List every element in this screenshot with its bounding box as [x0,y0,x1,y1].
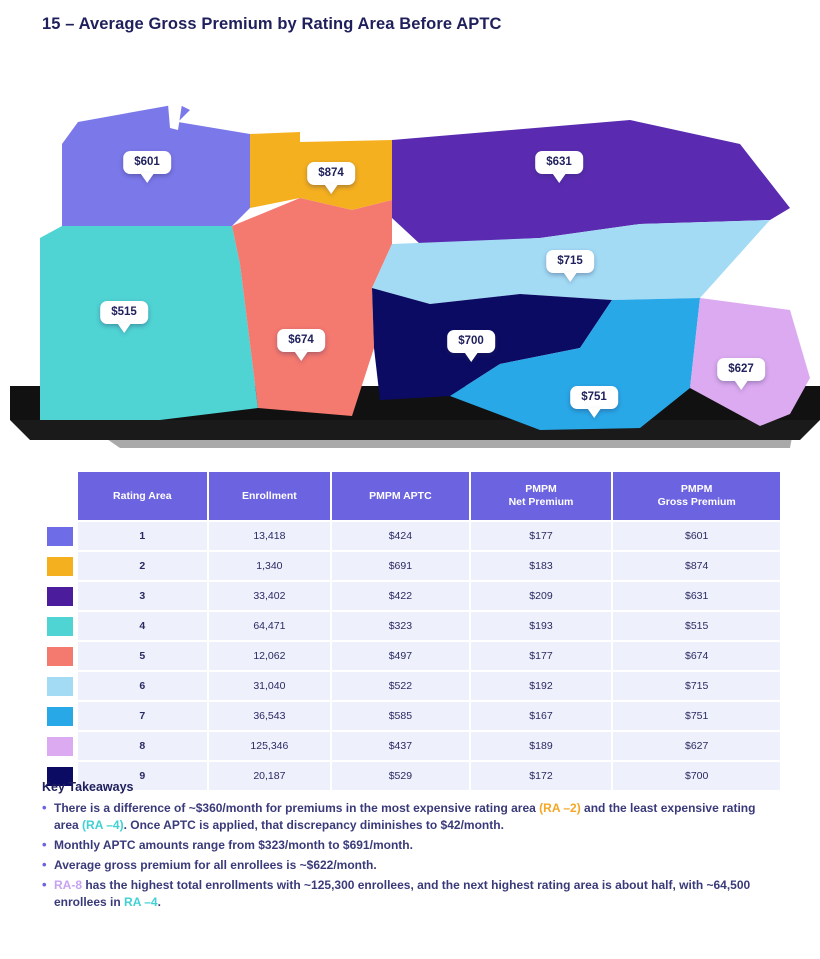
table-header-pmpm-net-premium: PMPM Net Premium [471,472,612,520]
cell-enrollment: 33,402 [209,582,330,610]
takeaway-text: RA –4 [124,895,158,910]
takeaway-text: (RA –4) [82,818,124,833]
map-pin-ra9: $700 [447,330,495,353]
cell-pmpm-aptc: $422 [332,582,469,610]
cell-rating-area: 6 [78,672,207,700]
map-pin-ra4: $515 [100,301,148,324]
cell-pmpm-gross-premium: $601 [613,522,780,550]
cell-pmpm-aptc: $497 [332,642,469,670]
cell-enrollment: 20,187 [209,762,330,790]
cell-pmpm-net-premium: $177 [471,642,612,670]
cell-pmpm-gross-premium: $631 [613,582,780,610]
swatch [47,737,73,756]
rating-area-color-swatch [44,702,76,730]
swatch [47,707,73,726]
cell-pmpm-aptc: $529 [332,762,469,790]
cell-pmpm-net-premium: $189 [471,732,612,760]
cell-pmpm-net-premium: $192 [471,672,612,700]
takeaway-text: Average gross premium for all enrollees is ~$622/month. [54,858,377,873]
swatch [47,677,73,696]
rating-area-color-swatch [44,612,76,640]
table-header-row [44,472,780,520]
cell-rating-area: 4 [78,612,207,640]
map-region-ra5 [232,198,392,416]
map-pin-ra6: $715 [546,250,594,273]
table-header-pmpm-aptc: PMPM APTC [332,472,469,520]
cell-pmpm-aptc: $522 [332,672,469,700]
rating-area-color-swatch [44,642,76,670]
cell-enrollment: 125,346 [209,732,330,760]
cell-pmpm-gross-premium: $715 [613,672,780,700]
key-takeaway-item [42,800,780,834]
cell-pmpm-net-premium: $167 [471,702,612,730]
swatch [47,527,73,546]
map-container [0,48,820,456]
swatch [47,617,73,636]
table-header-enrollment: Enrollment [209,472,330,520]
key-takeaways-list [42,800,780,911]
cell-rating-area: 8 [78,732,207,760]
cell-pmpm-net-premium: $172 [471,762,612,790]
map-pin-ra7: $751 [570,386,618,409]
cell-pmpm-gross-premium: $515 [613,612,780,640]
key-takeaways-heading: Key Takeaways [42,780,134,794]
cell-pmpm-aptc: $437 [332,732,469,760]
takeaway-text: . Once APTC is applied, that discrepancy diminishes to $42/month. [123,818,504,833]
cell-enrollment: 31,040 [209,672,330,700]
cell-rating-area: 5 [78,642,207,670]
cell-rating-area: 2 [78,552,207,580]
cell-pmpm-gross-premium: $751 [613,702,780,730]
rating-area-table [42,470,782,792]
table-row [44,522,780,550]
map-pin-ra3: $631 [535,151,583,174]
pennsylvania-rating-area-map [0,48,820,456]
cell-pmpm-net-premium: $183 [471,552,612,580]
table-row [44,582,780,610]
key-takeaway-item [42,877,780,911]
map-pin-ra1: $601 [123,151,171,174]
map-pin-ra8: $627 [717,358,765,381]
table-header-rating-area: Rating Area [78,472,207,520]
table-row [44,702,780,730]
table-header-swatch [44,472,76,520]
cell-pmpm-aptc: $691 [332,552,469,580]
table-header-pmpm-gross-premium: PMPM Gross Premium [613,472,780,520]
rating-area-color-swatch [44,672,76,700]
key-takeaways [42,780,780,914]
cell-enrollment: 36,543 [209,702,330,730]
table-row [44,642,780,670]
rating-area-color-swatch [44,582,76,610]
map-pin-ra5: $674 [277,329,325,352]
swatch [47,647,73,666]
cell-pmpm-gross-premium: $874 [613,552,780,580]
cell-enrollment: 13,418 [209,522,330,550]
cell-pmpm-aptc: $424 [332,522,469,550]
cell-pmpm-gross-premium: $700 [613,762,780,790]
takeaway-text: has the highest total enrollments with ~125,300 enrollees, and the next highest rating area is about half, with ~64,500 enrollees in [54,878,751,910]
rating-area-color-swatch [44,732,76,760]
takeaway-text: Monthly APTC amounts range from $323/month to $691/month. [54,838,413,853]
takeaway-text: RA-8 [54,878,83,893]
takeaway-text: (RA –2) [539,801,581,815]
key-takeaway-item [42,837,780,854]
cell-enrollment: 64,471 [209,612,330,640]
cell-pmpm-gross-premium: $674 [613,642,780,670]
cell-rating-area: 3 [78,582,207,610]
cell-pmpm-gross-premium: $627 [613,732,780,760]
key-takeaway-item [42,857,780,874]
cell-rating-area: 9 [78,762,207,790]
takeaway-text: . [157,895,161,910]
rating-area-color-swatch [44,552,76,580]
cell-pmpm-aptc: $323 [332,612,469,640]
cell-pmpm-aptc: $585 [332,702,469,730]
cell-enrollment: 12,062 [209,642,330,670]
swatch [47,587,73,606]
cell-pmpm-net-premium: $209 [471,582,612,610]
table-row [44,672,780,700]
rating-area-table-container [42,470,782,792]
swatch [47,557,73,576]
cell-enrollment: 1,340 [209,552,330,580]
cell-rating-area: 7 [78,702,207,730]
map-base-front [10,420,820,440]
cell-pmpm-net-premium: $193 [471,612,612,640]
map-pin-ra2: $874 [307,162,355,185]
rating-area-color-swatch [44,522,76,550]
table-row [44,732,780,760]
takeaway-text: and the least expensive rating area [54,801,756,833]
cell-pmpm-net-premium: $177 [471,522,612,550]
table-row [44,552,780,580]
table-row [44,612,780,640]
page-title: 15 – Average Gross Premium by Rating Area Before APTC [42,15,502,33]
cell-rating-area: 1 [78,522,207,550]
map-region-ra4 [40,226,258,420]
takeaway-text: There is a difference of ~$360/month for premiums in the most expensive rating area [54,801,540,815]
